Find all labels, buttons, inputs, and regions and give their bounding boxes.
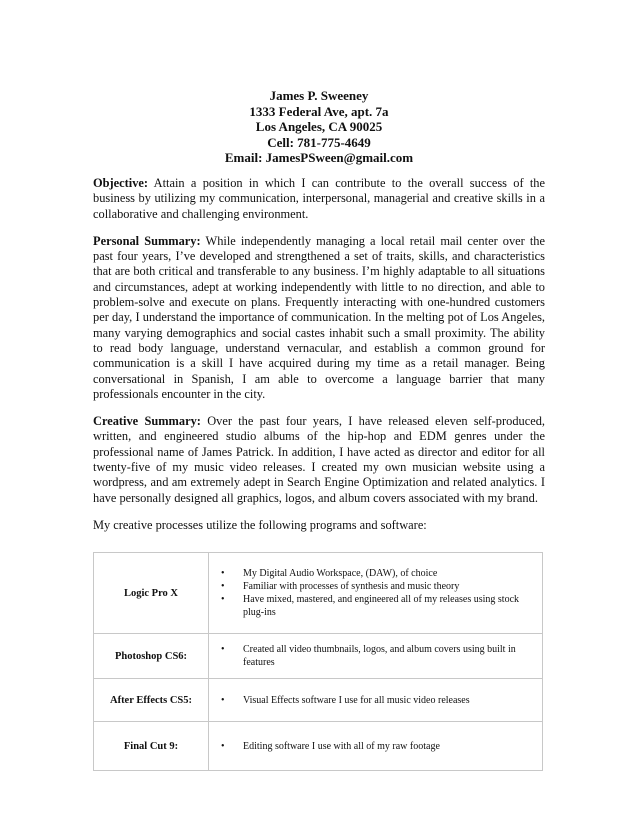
- software-name: Photoshop CS6:: [94, 634, 209, 679]
- creative-summary-section: [93, 414, 545, 506]
- bullet-icon: •: [221, 581, 225, 592]
- city-state-zip: Los Angeles, CA 90025: [255, 119, 383, 135]
- table-row: [94, 722, 543, 771]
- personal-summary-section: [93, 234, 545, 402]
- bullet-icon: •: [221, 568, 225, 579]
- personal-summary-label: Personal Summary:: [93, 233, 201, 248]
- software-description: [209, 634, 543, 679]
- table-row: [94, 634, 543, 679]
- list-item: • My Digital Audio Workspace, (DAW), of choice: [221, 568, 438, 579]
- programs-intro: My creative processes utilize the following programs and software:: [93, 517, 427, 532]
- street-address: 1333 Federal Ave, apt. 7a: [249, 103, 389, 119]
- list-item: • Familiar with processes of synthesis and music theory: [221, 581, 460, 592]
- list-item: • Visual Effects software I use for all music video releases: [221, 694, 470, 706]
- table-row: [94, 553, 543, 634]
- software-description: [209, 679, 543, 722]
- cell-phone: Cell: 781-775-4649: [267, 134, 371, 150]
- software-name: Logic Pro X: [94, 553, 209, 634]
- email-address: Email: JamesPSween@gmail.com: [224, 150, 414, 166]
- software-name: Final Cut 9:: [94, 722, 209, 771]
- list-item: • Editing software I use with all of my raw footage: [221, 740, 440, 752]
- table-row: [94, 679, 543, 722]
- list-item: • Have mixed, mastered, and engineered all of my releases using stock plug-ins: [221, 594, 520, 618]
- applicant-name: James P. Sweeney: [269, 88, 369, 103]
- bullet-icon: •: [221, 594, 225, 605]
- contact-header: [93, 88, 545, 166]
- software-description: [209, 722, 543, 771]
- software-table: [93, 552, 543, 771]
- objective-label: Objective:: [93, 175, 149, 190]
- bullet-icon: •: [221, 740, 225, 752]
- bullet-icon: •: [221, 694, 225, 706]
- bullet-icon: •: [221, 644, 225, 655]
- creative-summary-text: Over the past four years, I have released eleven self-produced, written, and engineered studio albums of the hip-hop and EDM genres under the professional name of James Patrick. In addition, I have acted as director and editor for all twenty-five of my music video releases. I created my own musician website using a wordpress, and am extremely adept in Search Engine Optimization and related analytics. I have personally designed all graphics, logos, and album covers associated with my brand.: [93, 414, 545, 505]
- objective-section: [93, 176, 545, 222]
- objective-text: Attain a position in which I can contribute to the overall success of the business by utilizing my communication, interpersonal, managerial and creative skills in a collaborative and challenging environment.: [93, 175, 545, 221]
- list-item: • Created all video thumbnails, logos, and album covers using built in features: [221, 644, 516, 668]
- resume-page: [93, 88, 545, 533]
- software-name: After Effects CS5:: [94, 679, 209, 722]
- software-description: [209, 553, 543, 634]
- creative-summary-label: Creative Summary:: [93, 414, 201, 429]
- personal-summary-text: While independently managing a local retail mail center over the past four years, I’ve developed and strengthened a set of traits, skills, and characteristics that are both critical and transferable to any business. I’m highly adaptable to all situations and circumstances, adept at working independently with little to no direction, and able to problem-solve and execute on plans. Frequently interacting with one-hundred customers per day, I understand the importance of communication. In the melting pot of Los Angeles, many varying demographics and social castes inhabit such a small proximity. The ability to read body language, understand vernacular, and establish a common ground for communication is a skill I have acquired during my time as a retail manager. Being conversational in Spanish, I am able to overcome a language barrier that many professionals encounter in the city.: [93, 233, 545, 401]
